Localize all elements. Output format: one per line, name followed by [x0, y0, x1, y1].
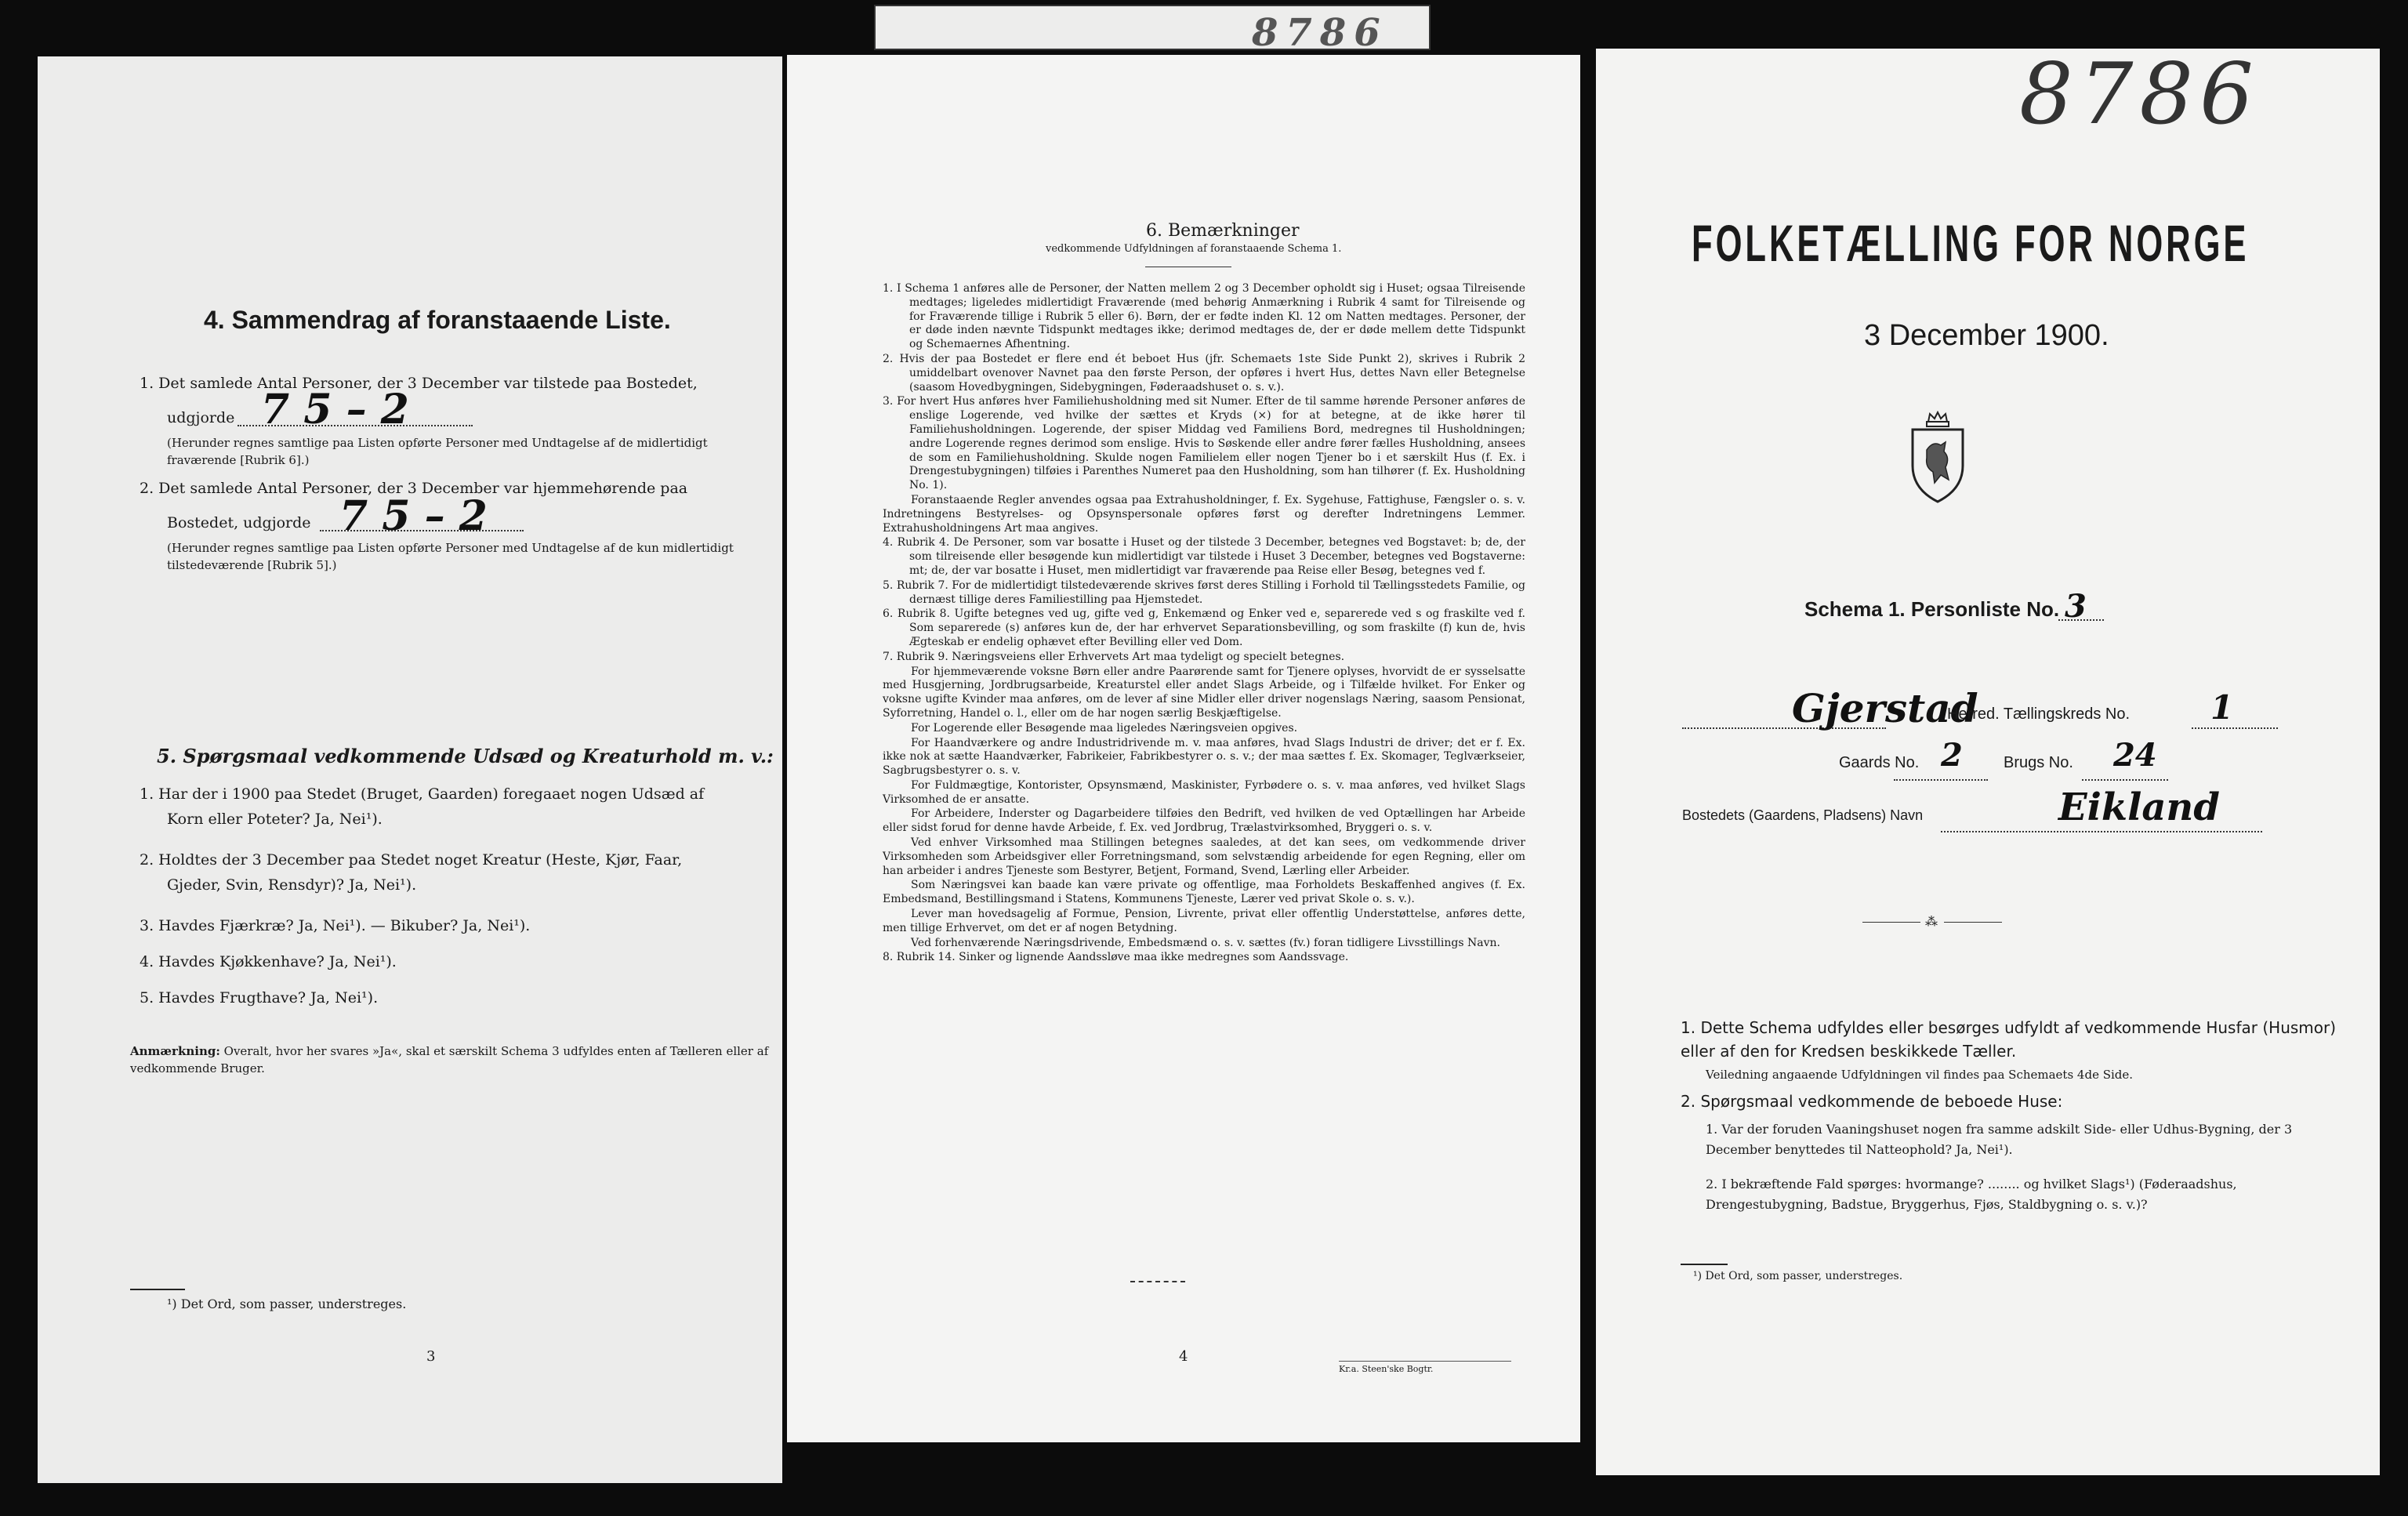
census-date: 3 December 1900. [1864, 319, 2109, 352]
remarks-subheading: vedkommende Udfyldningen af foranstaaende Schema 1. [1046, 243, 1342, 255]
page-4 [787, 55, 1580, 1442]
s1-line2: Korn eller Poteter? Ja, Nei¹). [167, 811, 383, 828]
remarks-heading: 6. Bemærkninger [1146, 221, 1300, 241]
footnote: ¹) Det Ord, som passer, understreges. [167, 1297, 407, 1311]
q1-note: (Herunder regnes samtlige paa Listen opførte Personer med Undtagelse af de midlertidigt fraværende [Rubrik 6].) [167, 436, 708, 467]
remark-item: For hjemmeværende voksne Børn eller andre Paarørende samt for Tjenere oplyses, hvorvidt de er sysselsatte med Husgjerning, Jordbrugsarbeide, Kreaturstel eller andet Slags Arbeide, og i Tilfælde hvilket. For Enker og voksne ugifte Kvinder maa anføres, om de lever af sine Midler eller driver nogenslags Næring, saasom Pensionat, Syforretning, Handel o. l., eller om de har nogen særlig Beskjæftigelse. [883, 665, 1525, 720]
q1-fill-line [238, 425, 473, 426]
q2-handwritten-count: 7 5 – 2 [339, 492, 488, 540]
q1-line1: 1. Det samlede Antal Personer, der 3 December var tilstede paa Bostedet, [140, 375, 698, 392]
remark-item: 4. Rubrik 4. De Personer, som var bosatte i Huset og der tilstede 3 December, betegnes ved Bogstavet: b; de, der som tilreisende eller besøgende kun midlertidigt var tilstede i Huset 3 December, betegnes ved Bogstaverne: mt; de, der var bosatte i Huset, men midlertidigt var fraværende paa Reise eller Besøg, betegnes ved f. [883, 536, 1525, 577]
remark-item: 6. Rubrik 8. Ugifte betegnes ved ug, gifte ved g, Enkemænd og Enker ved e, separerede ved s og fraskilte ved f. Som separerede (s) anføres kun de, der har erhvervet Separationsbevilling, og som fraskilte (f) kun de, hvis Ægteskab er endelig ophævet efter Bevilling eller ved Dom. [883, 607, 1525, 648]
remark-item: For Arbeidere, Inderster og Dagarbeidere tilføies den Bedrift, ved hvilken de ved Optællingen har Arbeide eller sidst forud for denne havde Arbeide, f. Ex. ved Jordbrug, Trælastvirksomhed, Bryggeri o. s. v. [883, 807, 1525, 835]
instruction-1: 1. Dette Schema udfyldes eller besørges udfyldt af vedkommende Husfar (Husmor) eller af den for Kredsen beskikkede Tæller. [1681, 1018, 2337, 1061]
schema-fill-line [2058, 619, 2104, 621]
remark-item: 7. Rubrik 9. Næringsveiens eller Erhvervets Art maa tydeligt og specielt betegnes. [883, 650, 1345, 663]
gaards-fill-line [1894, 779, 1988, 781]
remark-item: 5. Rubrik 7. For de midlertidigt tilstedeværende skrives først deres Stilling i Forhold til Tællingsstedets Familie, og dernæst tillige deres Familiestilling paa Hjemstedet. [883, 578, 1525, 606]
bottom-rule [1130, 1281, 1185, 1282]
printer-mark: Kr.a. Steen'ske Bogtr. [1339, 1364, 1434, 1374]
instruction-1-note: Veiledning angaaende Udfyldningen vil findes paa Schemaets 4de Side. [1706, 1068, 2134, 1082]
gaards-label: Gaards No. [1839, 754, 1920, 771]
kreds-fill-line [2192, 727, 2278, 729]
gaards-handwritten: 2 [1941, 737, 1963, 774]
s4-line: 4. Havdes Kjøkkenhave? Ja, Nei¹). [140, 953, 397, 970]
remark-item: 3. For hvert Hus anføres hver Familiehusholdning med sit Numer. Efter de til samme hørende Personer anføres de enslige Logerende, ved hvilke der sættes et Kryds (×) for at betegne, at de ikke hører til Familiehusholdningen. Logerende, der spiser Middag ved Familiens Bord, medregnes til Husholdningen; andre Logerende regnes derimod som enslige. Hvis to Søskende eller andre fører fælles Husholdning, ansees de som en Familiehusholdning. Skulde nogen Familielem eller nogen Tjener bo i et særskilt Hus (f. Ex. i Drengestubygningen) tilføies i Parenthes Numeret paa den Husholdning, som han tilhører (f. Ex. Husholdning No. 1). [883, 395, 1525, 492]
footnote-rule [1681, 1264, 1728, 1265]
norwegian-coat-of-arms-icon [1906, 411, 1969, 505]
s2-line2: Gjeder, Svin, Rensdyr)? Ja, Nei¹). [167, 876, 417, 894]
q2-label: Bostedet, udgjorde [167, 514, 311, 531]
page-1 [1596, 49, 2380, 1475]
remark-item: Ved enhver Virksomhed maa Stillingen betegnes saaledes, at det kan sees, om vedkommende driver Virksomheden som Arbeidsgiver eller Forretningsmand, som selvstændig arbeidende for egen Regning, eller om han arbeider i andres Tjeneste som Bestyrer, Betjent, Formand, Svend, Lærling eller Arbeider. [883, 836, 1525, 877]
s2-line1: 2. Holdtes der 3 December paa Stedet noget Kreatur (Heste, Kjør, Faar, [140, 851, 683, 869]
q2-note: (Herunder regnes samtlige paa Listen opførte Personer med Undtagelse af de kun midlertidigt tilstedeværende [Rubrik 5].) [167, 541, 734, 572]
bosted-label: Bostedets (Gaardens, Pladsens) Navn [1682, 807, 1924, 823]
q2-line1: 2. Det samlede Antal Personer, der 3 December var hjemmehørende paa [140, 480, 688, 497]
instruction-2-1: 1. Var der foruden Vaaningshuset nogen fra samme adskilt Side- eller Udhus-Bygning, der 3 December benyttedes til Natteophold? Ja, Nei¹). [1706, 1122, 2293, 1157]
remark-item: For Haandværkere og andre Industridrivende m. v. maa anføres, hvad Slags Industri de driver; det er f. Ex. ikke nok at sætte Haandværker, Fabrikeier, Fabrikbestyrer o. s. v.; der maa sættes f. Ex. Skomager, Teglværkseier, Sagbrugsbestyrer o. s. v. [883, 736, 1525, 778]
instruction-2-2: 2. I bekræftende Fald spørges: hvormange? ........ og hvilket Slags¹) (Føderaadshus, Drengestubygning, Badstue, Bryggerhus, Fjøs, Staldbygning o. s. v.)? [1706, 1177, 2237, 1212]
remark-item: Lever man hovedsagelig af Formue, Pension, Livrente, privat eller offentlig Understøttelse, anføres dette, men tillige Erhvervet, om det er af nogen Betydning. [883, 908, 1525, 934]
kreds-handwritten: 1 [2210, 688, 2234, 727]
census-title: FOLKETÆLLING FOR NORGE [1692, 214, 2250, 272]
annotation-label: Anmærkning: [130, 1044, 220, 1058]
remark-item: 1. I Schema 1 anføres alle de Personer, der Natten mellem 2 og 3 December opholdt sig i Huset; ogsaa Tilreisende medtages; ligeledes midlertidigt Fraværende (med behørig Anmærkning i Rubrik 4 samt for Tilreisende og for Fraværende tillige i Rubrik 5 eller 6). Børn, der er fødte inden Kl. 12 om Natten medtages. Personer, der er døde inden nævnte Tidspunkt medtages ikke; derimod medtages de, der er døde mellem dette Tidspunkt og Schemaernes Afhentning. [883, 282, 1525, 351]
ornament-icon: ⁂ [1925, 914, 1938, 929]
annotation-note [130, 1043, 773, 1077]
ornament-divider [1862, 914, 2004, 929]
bosted-fill-line [1941, 831, 2262, 832]
brugs-fill-line [2082, 779, 2168, 781]
footnote: ¹) Det Ord, som passer, understreges. [1693, 1270, 1903, 1282]
footnote-rule [130, 1289, 185, 1290]
s1-line1: 1. Har der i 1900 paa Stedet (Bruget, Gaarden) foregaaet nogen Udsæd af [140, 785, 705, 803]
remark-item: Ved forhenværende Næringsdrivende, Embedsmænd o. s. v. sættes (fv.) foran tidligere Livsstillings Navn. [911, 936, 1500, 949]
background-strip [874, 5, 1431, 50]
brugs-handwritten: 24 [2113, 737, 2157, 774]
instruction-2: 2. Spørgsmaal vedkommende de beboede Huse: [1681, 1092, 2063, 1111]
strip-handwriting: 8786 [1252, 11, 1388, 50]
remark-item: For Fuldmægtige, Kontorister, Opsynsmænd, Maskinister, Fyrbødere o. s. v. maa anføres, ved hvilket Slags Virksomhed de er ansatte. [883, 778, 1525, 806]
q1-label: udgjorde [167, 409, 235, 426]
schema-label: Schema 1. Personliste No. [1804, 597, 2060, 621]
remark-item: Som Næringsvei kan baade kan være private og offentlige, maa Forholdets Beskaffenhed angives (f. Ex. Embedsmand, Bestillingsmand i Statens, Kommunens Tjeneste, Lærer ved privat Skole o. s. v.). [883, 879, 1525, 906]
s3-line: 3. Havdes Fjærkræ? Ja, Nei¹). — Bikuber? Ja, Nei¹). [140, 917, 531, 934]
bosted-handwritten: Eikland [2058, 785, 2220, 829]
page-number: 3 [426, 1348, 436, 1365]
remarks-list [883, 282, 1525, 966]
remark-item: Foranstaaende Regler anvendes ogsaa paa Extrahusholdninger, f. Ex. Sygehuse, Fattighuse, Fængsler o. s. v. Indretningens Bestyrelses- og Opsynspersonale opføres først og derefter Indretningens Lemmer. Extrahusholdningens Art maa angives. [883, 493, 1525, 535]
q2-fill-line [320, 530, 524, 531]
annotation-text: Overalt, hvor her svares »Ja«, skal et særskilt Schema 3 udfyldes enten af Tælleren eller af vedkommende Bruger. [130, 1044, 769, 1075]
printer-rule [1339, 1361, 1511, 1362]
remark-item: 2. Hvis der paa Bostedet er flere end ét beboet Hus (jfr. Schemaets 1ste Side Punkt 2), skrives i Rubrik 2 umiddelbart ovenover Navnet paa den første Person, der opføres i hvert Hus, dettes Navn eller Betegnelse (saasom Hovedbygningen, Sidebygningen, Føderaadshuset o. s. v.). [883, 352, 1525, 394]
schema-number-handwritten: 3 [2065, 588, 2087, 625]
s5-line: 5. Havdes Frugthave? Ja, Nei¹). [140, 989, 379, 1006]
remark-item: For Logerende eller Besøgende maa ligeledes Næringsveien opgives. [911, 721, 1298, 734]
q1-handwritten-count: 7 5 – 2 [261, 386, 409, 433]
handwritten-archive-number: 8786 [2019, 49, 2260, 143]
section-4-heading: 4. Sammendrag af foranstaaende Liste. [204, 306, 671, 334]
remark-item: 8. Rubrik 14. Sinker og lignende Aandssløve maa ikke medregnes som Aandssvage. [883, 951, 1349, 964]
herred-label: Herred. Tællingskreds No. [1947, 705, 2131, 723]
section-5-heading: 5. Spørgsmaal vedkommende Udsæd og Kreaturhold m. v.: [157, 745, 774, 767]
page-number: 4 [1179, 1348, 1188, 1365]
brugs-label: Brugs No. [2004, 754, 2073, 771]
page-3 [38, 56, 782, 1483]
herred-handwritten: Gjerstad [1792, 685, 1978, 731]
